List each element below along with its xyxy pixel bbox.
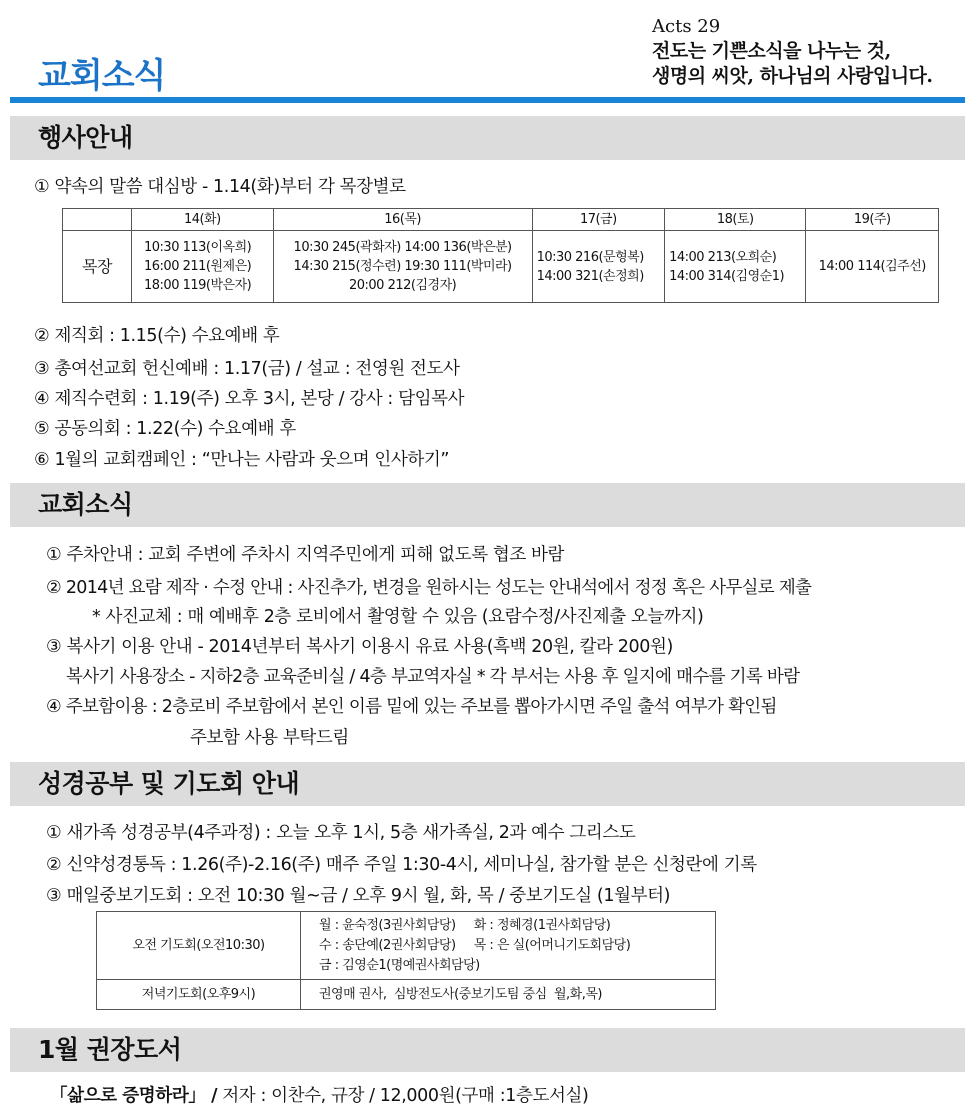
study-item-3: ③ 매일중보기도회 : 오전 10:30 월~금 / 오후 9시 월, 화, 목 / 중보기도실 (1월부터) [46,886,671,906]
schedule-entry: 14:00 314(김영순1) [669,268,785,284]
table-cell-18 [665,231,806,303]
motto-line-2: 생명의 씨앗, 하나님의 사랑입니다. [652,65,933,87]
schedule-entry: 10:30 216(문형복) [536,249,644,265]
news-item-2: ② 2014년 요람 제작 · 수정 안내 : 사진추가, 변경을 원하시는 성도는 안내석에서 정정 혹은 사무실로 제출 [46,578,812,598]
motto-line-1: 전도는 기쁜소식을 나누는 것, [652,40,891,62]
schedule-entry: 14:00 321(손정희) [536,268,644,284]
table-cell-19 [806,231,939,303]
news-item-3: ③ 복사기 이용 안내 - 2014년부터 복사기 이용시 유료 사용(흑백 20원, 칼라 200원) [46,637,673,657]
table-cell-16 [273,231,532,303]
schedule-entry: 14:00 114(김주선) [818,259,926,274]
news-item-4-note: 주보함 사용 부탁드림 [190,728,349,748]
evening-prayer-leaders: 권영매 권사, 심방전도사(중보기도팀 중심 월,화,목) [301,980,716,1010]
morning-prayer-leaders [301,912,716,980]
events-item-1: ① 약속의 말씀 대심방 - 1.14(화)부터 각 목장별로 [34,177,406,197]
study-item-1: ① 새가족 성경공부(4주과정) : 오늘 오후 1시, 5층 새가족실, 2과 예수 그리스도 [46,823,636,843]
table-day-header: 17(금) [532,209,665,231]
page-title: 교회소식 [38,56,166,96]
leader-line: 월 : 윤숙정(3권사회담당) 화 : 정혜경(1권사회담당) [319,917,611,933]
schedule-entry: 14:00 213(오희순) [669,249,777,265]
schedule-entry: 18:00 119(박은자) [144,278,252,293]
books-section-heading: 1월 권장도서 [10,1028,965,1072]
events-item-5: ⑤ 공동의회 : 1.22(수) 수요예배 후 [34,419,296,439]
events-item-6: ⑥ 1월의 교회캠페인 : “만나는 사람과 웃으며 인사하기” [34,450,450,470]
table-row-label: 목장 [63,231,132,303]
schedule-entry: 14:30 215(정수련) 19:30 111(박미라) [293,259,512,274]
prayer-schedule-table [96,911,716,1010]
news-item-2-note: * 사진교체 : 매 예배후 2층 로비에서 촬영할 수 있음 (요람수정/사진제출 오늘까지) [92,607,704,627]
leader-line: 금 : 김영순1(명예권사회담당) [319,957,480,973]
events-section-heading: 행사안내 [10,116,965,160]
book-detail: 저자 : 이찬수, 규장 / 12,000원(구매 :1층도서실) [217,1086,589,1106]
table-day-header: 19(주) [806,209,939,231]
events-item-3: ③ 총여선교회 헌신예배 : 1.17(금) / 설교 : 전영원 전도사 [34,359,460,379]
table-cell-17 [532,231,665,303]
schedule-entry: 20:00 212(김경자) [348,278,457,293]
book-title: 「삶으로 증명하라」 / [50,1086,218,1106]
motto-reference: Acts 29 [652,16,721,37]
table-day-header: 14(화) [132,209,274,231]
news-item-1: ① 주차안내 : 교회 주변에 주차시 지역주민에게 피해 없도록 협조 바람 [46,545,565,565]
evening-prayer-label: 저녁기도회(오후9시) [97,980,301,1010]
visitation-schedule-table [62,208,939,303]
recommended-book [50,1082,588,1107]
table-day-header: 16(목) [273,209,532,231]
motto [652,14,933,89]
table-cell-14 [132,231,274,303]
news-item-3-note: 복사기 사용장소 - 지하2층 교육준비실 / 4층 부교역자실 * 각 부서는 사용 후 일지에 매수를 기록 바람 [66,667,800,687]
table-corner-cell [63,209,132,231]
schedule-entry: 10:30 113(이옥희) [144,240,252,255]
header-divider [10,97,965,103]
events-item-2: ② 제직회 : 1.15(수) 수요예배 후 [34,326,280,346]
study-section-heading: 성경공부 및 기도회 안내 [10,762,965,806]
morning-prayer-label: 오전 기도회(오전10:30) [97,912,301,980]
leader-line: 수 : 송단예(2권사회담당) 목 : 은 실(어머니기도회담당) [319,937,631,953]
news-section-heading: 교회소식 [10,483,965,527]
events-item-4: ④ 제직수련회 : 1.19(주) 오후 3시, 본당 / 강사 : 담임목사 [34,389,465,409]
schedule-entry: 16:00 211(원제은) [144,259,252,274]
study-item-2: ② 신약성경통독 : 1.26(주)-2.16(주) 매주 주일 1:30-4시, 세미나실, 참가할 분은 신청란에 기록 [46,855,757,875]
schedule-entry: 10:30 245(곽화자) 14:00 136(박은분) [293,240,512,255]
news-item-4: ④ 주보함이용 : 2층로비 주보함에서 본인 이름 밑에 있는 주보를 뽑아가시면 주일 출석 여부가 확인됨 [46,697,777,717]
table-day-header: 18(토) [665,209,806,231]
